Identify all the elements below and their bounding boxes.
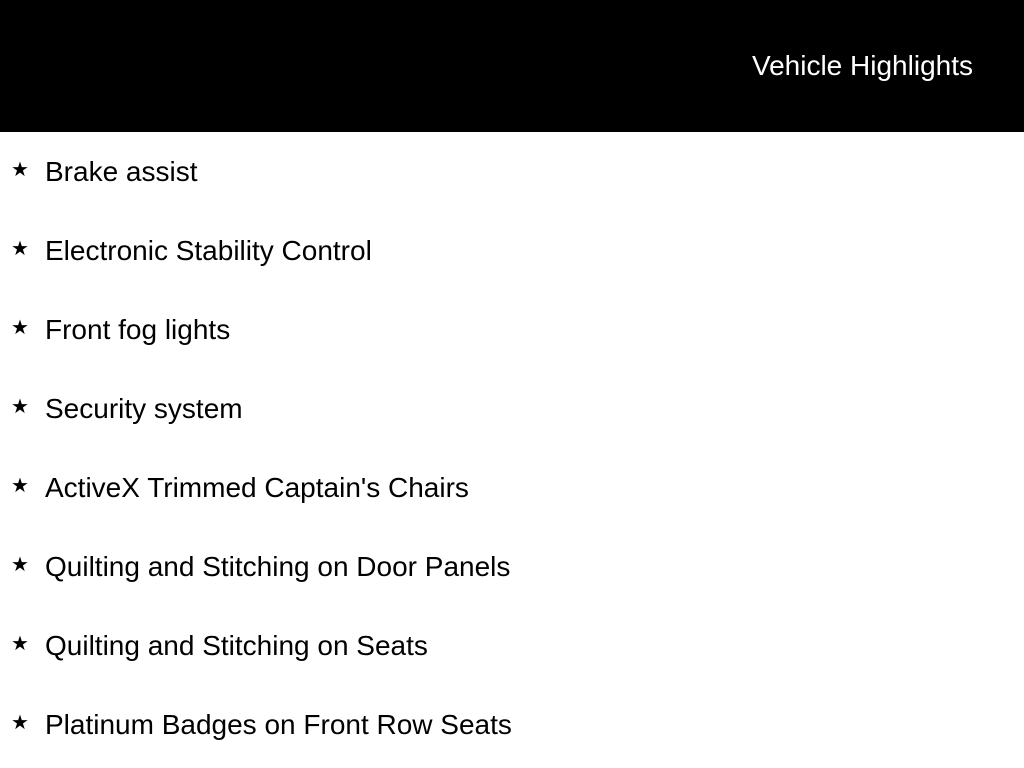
list-item	[0, 155, 1024, 234]
page-header	[0, 0, 1024, 132]
highlight-label: Electronic Stability Control	[45, 235, 372, 266]
list-item	[0, 708, 1024, 768]
highlight-label: Quilting and Stitching on Door Panels	[45, 551, 511, 582]
star-icon: ★	[11, 633, 29, 655]
star-icon: ★	[11, 554, 29, 576]
star-icon: ★	[11, 159, 29, 181]
list-item	[0, 392, 1024, 471]
page-title: Vehicle Highlights	[751, 50, 973, 81]
highlights-list	[0, 155, 1024, 768]
star-icon: ★	[11, 317, 29, 339]
list-item	[0, 629, 1024, 708]
highlight-label: Front fog lights	[45, 314, 231, 345]
star-icon: ★	[11, 238, 29, 260]
star-icon: ★	[11, 475, 29, 497]
list-item	[0, 313, 1024, 392]
highlight-label: Platinum Badges on Front Row Seats	[45, 709, 512, 740]
list-item	[0, 234, 1024, 313]
star-icon: ★	[11, 712, 29, 734]
list-item	[0, 471, 1024, 550]
list-item	[0, 550, 1024, 629]
highlight-label: Brake assist	[45, 156, 198, 187]
highlight-label: ActiveX Trimmed Captain's Chairs	[45, 472, 469, 503]
highlight-label: Quilting and Stitching on Seats	[45, 630, 428, 661]
highlight-label: Security system	[45, 393, 243, 424]
star-icon: ★	[11, 396, 29, 418]
